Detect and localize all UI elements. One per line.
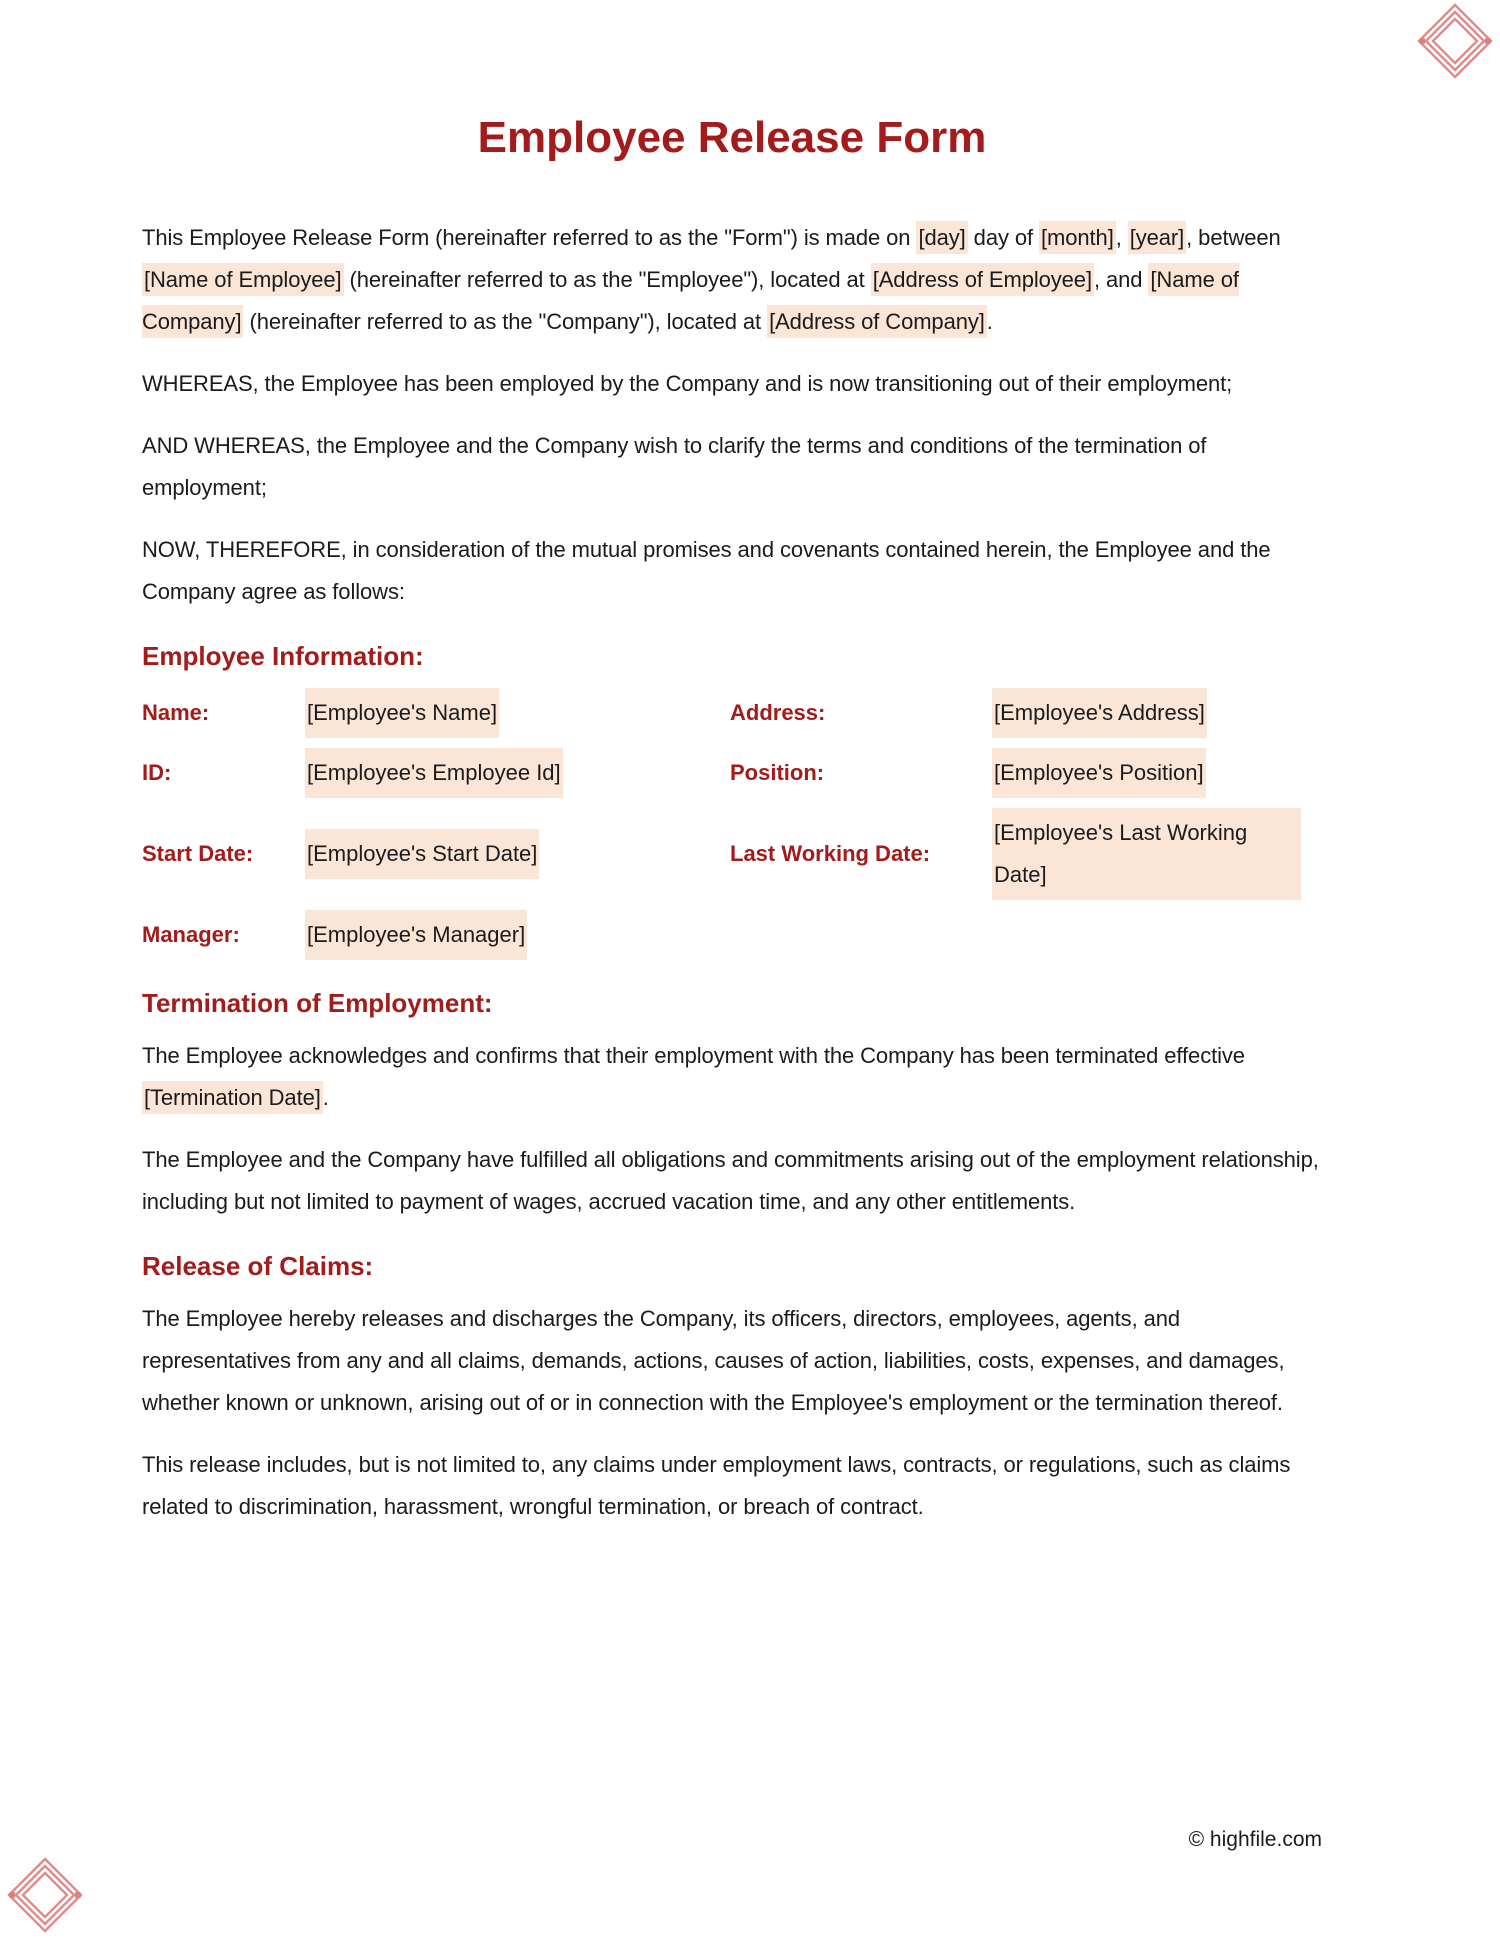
text-run: (hereinafter referred to as the "Employee"), located at (343, 267, 871, 292)
paragraph (142, 425, 1322, 509)
placeholder-field: [Employee's Position] (992, 748, 1206, 798)
info-value (305, 748, 730, 798)
document-content (142, 110, 1322, 1548)
text-run: This Employee Release Form (hereinafter referred to as the "Form") is made on (142, 225, 917, 250)
text-run: NOW, THEREFORE, in consideration of the mutual promises and covenants contained herein, the Employee and the Company agree as follows: (142, 537, 1271, 604)
text-run: AND WHEREAS, the Employee and the Company wish to clarify the terms and conditions of the termination of employment; (142, 433, 1207, 500)
page-title: Employee Release Form (477, 113, 987, 162)
info-label: Last Working Date: (730, 841, 931, 867)
placeholder-field: [Employee's Start Date] (305, 829, 539, 879)
text-run: The Employee and the Company have fulfilled all obligations and commitments arising out of the employment relationship, including but not limited to payment of wages, accrued vacation time, and any other entitlements. (142, 1147, 1319, 1215)
text-run: day of (967, 225, 1040, 250)
paragraph (142, 217, 1322, 343)
info-label: Address: (730, 700, 826, 726)
placeholder-field: [Employee's Last Working Date] (992, 808, 1301, 900)
paragraph (142, 363, 1322, 405)
placeholder-field: [Employee's Manager] (305, 910, 527, 960)
info-label: Position: (730, 760, 825, 786)
text-run: . (986, 309, 993, 334)
text-run: , and (1093, 267, 1149, 292)
info-value (305, 688, 730, 738)
diamond-ornament-icon (0, 1850, 90, 1940)
text-run: (hereinafter referred to as the "Company"), located at (243, 309, 768, 334)
info-value (305, 910, 730, 960)
diamond-ornament-icon (1410, 0, 1500, 86)
paragraph (142, 1298, 1322, 1424)
placeholder-field: [Address of Employee] (871, 263, 1094, 296)
section-heading: Termination of Employment: (142, 988, 493, 1019)
section-heading: Employee Information: (142, 641, 424, 671)
paragraph (142, 1035, 1322, 1119)
placeholder-field: [year] (1128, 221, 1186, 254)
placeholder-field: [Employee's Employee Id] (305, 748, 563, 798)
text-run: WHEREAS, the Employee has been employed by the Company and is now transitioning out of their employment; (142, 371, 1233, 396)
paragraph (142, 1139, 1322, 1223)
info-label: Start Date: (142, 841, 254, 867)
employee-info-table (142, 688, 1322, 960)
placeholder-field: [day] (916, 221, 967, 254)
info-label: Manager: (142, 922, 240, 948)
placeholder-field: [Address of Company] (767, 305, 987, 338)
text-run: The Employee hereby releases and discharges the Company, its officers, directors, employees, agents, and representatives from any and all claims, demands, actions, causes of action, liabilities, costs, expenses, and damages, whether known or unknown, arising out of or in connection with the Employee's employment or the termination thereof. (142, 1306, 1285, 1416)
info-value (992, 748, 1322, 798)
text-run: . (322, 1085, 329, 1111)
document-body (142, 217, 1322, 1528)
text-run: The Employee acknowledges and confirms that their employment with the Company has been terminated effective (142, 1043, 1245, 1069)
footer-credit: © highfile.com (1188, 1828, 1322, 1851)
info-label: Name: (142, 700, 210, 726)
paragraph (142, 1444, 1322, 1528)
info-value (992, 688, 1322, 738)
text-run: , between (1186, 225, 1281, 250)
placeholder-field: [Employee's Address] (992, 688, 1207, 738)
section-heading: Release of Claims: (142, 1251, 374, 1282)
info-label: ID: (142, 760, 172, 786)
text-run: This release includes, but is not limited to, any claims under employment laws, contracts, or regulations, such as claims related to discrimination, harassment, wrongful termination, or breach of contract. (142, 1452, 1291, 1520)
text-run: , (1115, 225, 1128, 250)
placeholder-field: [Termination Date] (142, 1081, 323, 1114)
placeholder-field: [Name of Company] (142, 263, 1239, 338)
paragraph (142, 529, 1322, 613)
placeholder-field: [Name of Employee] (142, 263, 344, 296)
info-value (305, 829, 730, 879)
info-value (992, 808, 1322, 900)
placeholder-field: [month] (1039, 221, 1116, 254)
placeholder-field: [Employee's Name] (305, 688, 499, 738)
